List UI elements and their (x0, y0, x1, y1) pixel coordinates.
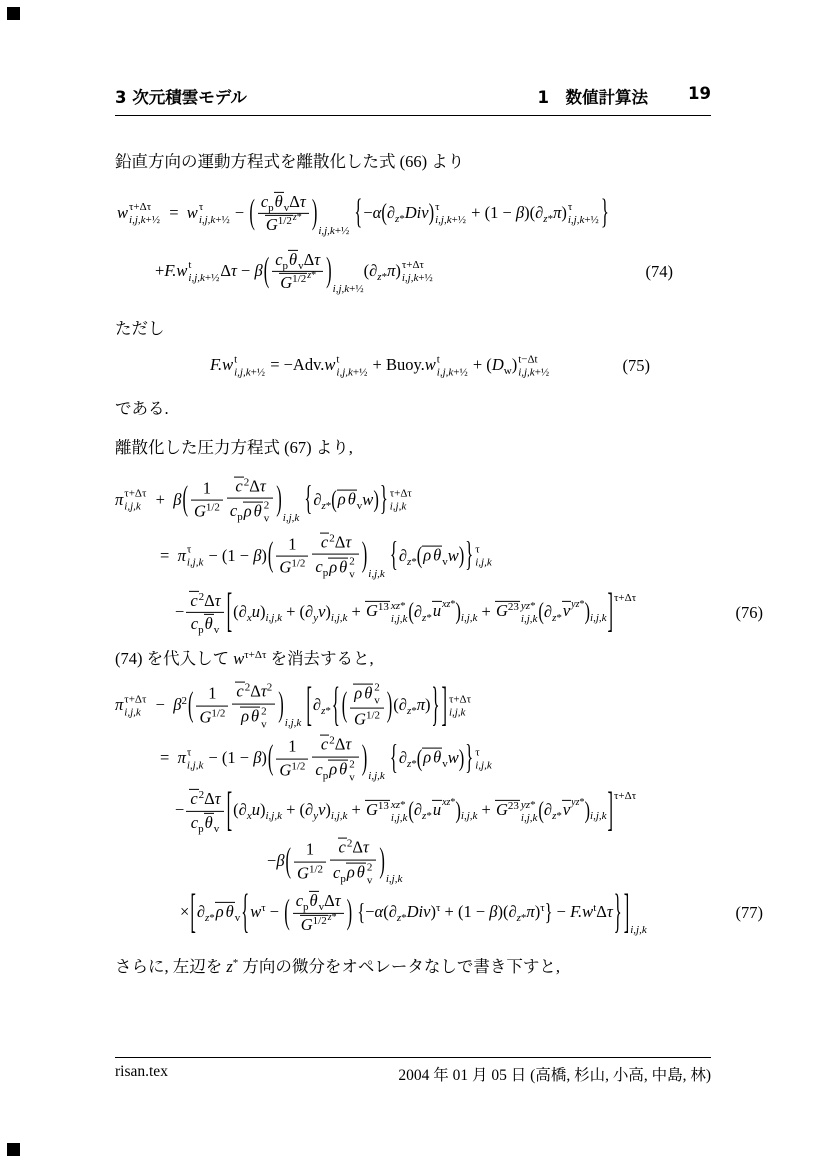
equation-line (115, 582, 763, 641)
equation-math: w τ+Δτ i,j,k+½ = w τ i,j,k+½ − ( $c_p\theta_v\Delta\tau$ $G^{1/2z*}$ )$_{i,j,k+\frac{1}{2}}$ {$-\alpha(\partial_{z*}Div)$ τ i,j,k+½ + $(1 - \beta)(\partial_{z*}\pi)$ τ i,j,k+½ } (117, 191, 609, 237)
corner-mark-top-left (7, 7, 20, 20)
equation-77 (115, 675, 763, 939)
paragraph-further: さらに, 左辺を z* 方向の微分をオペレータなしで書き下すと, (115, 957, 561, 977)
equation-math: −β( $\frac{1}{G^{1/2}}$ $c^2\Delta\tau$ $c_p\rho$ θ 2 v )$_{i,j,k}$ (267, 837, 403, 887)
footer-date-authors: 2004 年 01 月 05 日 (高橋, 杉山, 小高, 中島, 林) (398, 1067, 711, 1084)
equation-math: +F.w t i,j,k+½ Δτ − β( $c_p\theta_v\Delta\tau$ $G^{1/2z*}$ )$_{i,j,k+\frac{1}{2}}(\partial_{z*}\pi)$ τ+Δτ i,j,k+½ (155, 249, 433, 295)
equation-line (115, 733, 711, 785)
equation-line (115, 837, 711, 887)
equation-math: − $c^2\Delta\tau$ $c_p\theta_v$ [$(\partial_xu)_{i,j,k} + (\partial_yv)_{i,j,k} + G^{13}$ xz* i,j,k $(\partial_{z*}u^{xz*})_{i,j,k} + G^{23}$ yz* i,j,k $(\partial_{z*}v^{yz*})_{i,j,k}]^{\tau+\Delta\tau}$ (175, 582, 637, 638)
paragraph-substitute: (74) を代入して $w^{\tau+\Delta\tau}$ を消去すると, (115, 648, 374, 668)
equation-number: (76) (735, 602, 763, 622)
equation-number: (75) (622, 356, 650, 376)
paragraph-dearu: である. (115, 399, 169, 419)
footer-filename: risan.tex (115, 1063, 168, 1080)
header-rule (115, 115, 711, 116)
equation-line (115, 185, 711, 243)
equation-76 (115, 473, 763, 641)
equation-line (115, 347, 711, 385)
equation-75 (115, 347, 711, 385)
paragraph-tadashi: ただし (115, 318, 165, 338)
equation-number: (77) (735, 903, 763, 923)
corner-mark-bottom-left (7, 1143, 20, 1156)
equation-math: π τ+Δτ i,j,k + β( $\frac{1}{G^{1/2}}$ $c^2\Delta\tau$ $c_p\rho$ θ 2 v )$_{i,j,k}$ {$\partial_{z*}(\rho$ $\theta_vw$)} τ+Δτ i,j,k (115, 476, 412, 525)
paragraph-pressure-eq: 離散化した圧力方程式 (67) より, (115, 437, 353, 457)
equation-line (115, 243, 711, 301)
inline-math-w-tau: $w^{\tau+\Delta\tau}$ (233, 648, 267, 668)
paragraph-intro-momentum: 鉛直方向の運動方程式を離散化した式 (66) より (115, 152, 465, 171)
equation-math: − $c^2\Delta\tau$ $c_p\theta_v$ [$(\partial_xu)_{i,j,k} + (\partial_yv)_{i,j,k} + G^{13}$ xz* i,j,k $(\partial_{z*}u^{xz*})_{i,j,k} + G^{23}$ yz* i,j,k $(\partial_{z*}v^{yz*})_{i,j,k}]^{\tau+\Delta\tau}$ (175, 780, 637, 837)
footer-rule (115, 1057, 711, 1058)
equation-math: π τ+Δτ i,j,k − $\beta^2$( $\frac{1}{G^{1/2}}$ $c^2\Delta\tau^2$ ρ θ 2 v )$_{i,j,k}$ [$\partial_{z*}${ ( ρ θ 2 v $G^{1/2}$ )$(\partial_{z*}\pi)$} ] τ+Δτ i,j,k (115, 675, 472, 732)
page-footer (115, 1063, 711, 1085)
equation-math: = π τ i,j,k − (1 − β)( $\frac{1}{G^{1/2}}$ $c^2\Delta\tau$ $c_p\rho$ θ 2 v )$_{i,j,k}$ {$\partial_{z*}(\rho$ $\theta_vw$)} τ i,j,k (160, 532, 492, 581)
equation-line (115, 529, 711, 585)
equation-math: = π τ i,j,k − (1 − β)( $\frac{1}{G^{1/2}}$ $c^2\Delta\tau$ $c_p\rho$ θ 2 v )$_{i,j,k}$ {$\partial_{z*}(\rho$ $\theta_vw$)} τ i,j,k (160, 734, 492, 784)
header-chapter-title: 3 次元積雲モデル (115, 88, 247, 107)
header-page-number: 19 (688, 84, 711, 103)
equation-line (115, 780, 711, 837)
equation-74 (115, 185, 711, 301)
page-content (115, 84, 763, 978)
page-header (115, 84, 711, 108)
equation-math: $\times[\partial_{z*}\rho$ $\theta_v\{w^\tau$ − ( $c_p\theta_v\Delta\tau$ $G^{1/2z*}$ ) $\{-\alpha(\partial_{z*}Div)^\tau + (1 - \beta)(\partial_{z*}\pi)^\tau\} - F.w^t\Delta\tau$} ]$_{i,j,k}$ (180, 882, 647, 939)
header-section-title: 1 数値計算法 (537, 88, 649, 107)
inline-math-zstar: z* (226, 957, 239, 977)
equation-line (115, 675, 711, 733)
equation-line (115, 473, 711, 529)
equation-line (115, 882, 763, 939)
equation-number: (74) (645, 261, 673, 281)
equation-math: F.w t i,j,k+½ = −Adv.w t i,j,k+½ + Buoy.w t i,j,k+½ + $(D_w)$ t−Δt i,j,k+½ (210, 353, 550, 379)
